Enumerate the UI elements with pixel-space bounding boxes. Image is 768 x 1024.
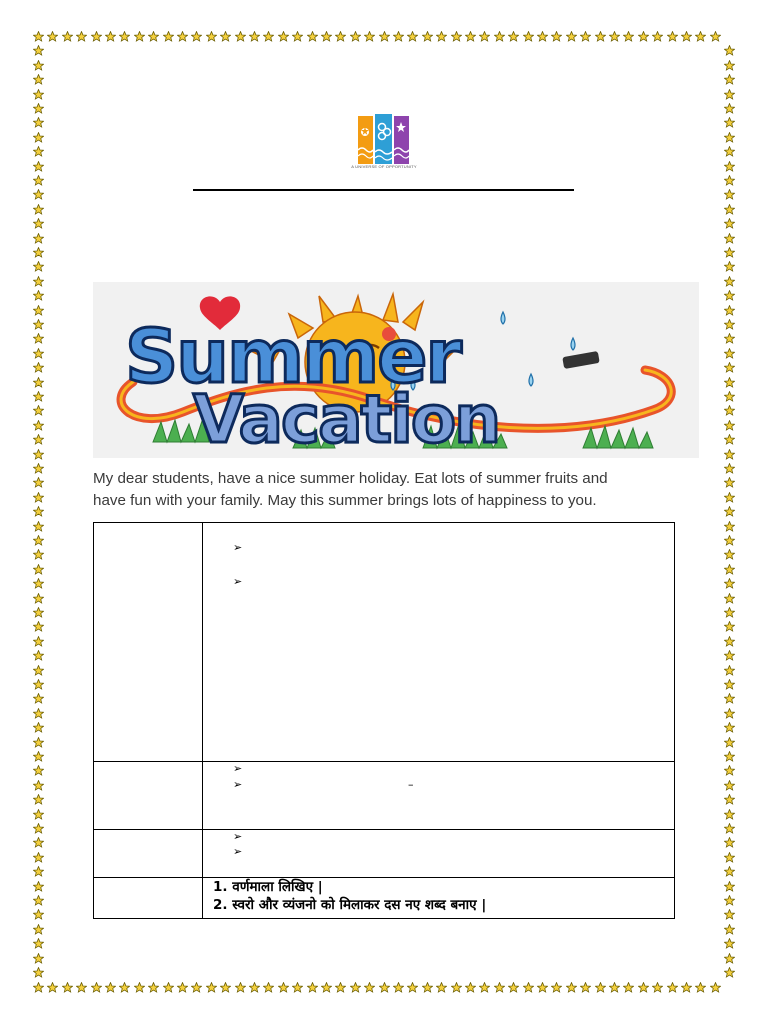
star-icon [422,982,433,993]
star-icon [350,982,361,993]
star-icon [724,247,735,258]
star-icon [494,982,505,993]
star-icon [33,103,44,114]
homework-table [93,522,675,919]
star-icon [33,837,44,848]
table-cell-content [203,878,675,919]
star-icon [220,31,231,42]
star-icon [263,982,274,993]
star-icon [724,377,735,388]
star-icon [523,31,534,42]
star-icon [33,247,44,258]
star-icon [33,895,44,906]
star-icon [479,982,490,993]
star-icon [33,305,44,316]
star-icon [393,31,404,42]
star-icon [263,31,274,42]
star-icon [451,982,462,993]
star-icon [47,31,58,42]
star-icon [724,405,735,416]
star-icon [724,290,735,301]
star-icon [681,31,692,42]
star-icon [33,852,44,863]
star-icon [724,549,735,560]
bullet-arrow-icon: ➢ [233,778,243,791]
star-icon [33,146,44,157]
star-icon [710,31,721,42]
star-icon [724,953,735,964]
star-icon [335,982,346,993]
star-icon [724,809,735,820]
star-icon [724,593,735,604]
star-icon [33,751,44,762]
star-icon [724,636,735,647]
star-icon [364,31,375,42]
star-icon [62,31,73,42]
star-icon [724,132,735,143]
star-icon [724,218,735,229]
star-icon [623,31,634,42]
star-icon [33,60,44,71]
star-icon [321,31,332,42]
star-icon [724,881,735,892]
star-icon [407,31,418,42]
star-icon [724,146,735,157]
star-icon [724,866,735,877]
star-icon [33,881,44,892]
star-icon [191,31,202,42]
star-icon [537,982,548,993]
star-icon [148,982,159,993]
star-icon [652,31,663,42]
summer-vacation-banner-icon [93,282,699,458]
star-icon [724,621,735,632]
star-icon [33,204,44,215]
greeting-paragraph [93,468,693,512]
star-icon [724,189,735,200]
star-icon [724,506,735,517]
star-icon [724,967,735,978]
star-icon [33,737,44,748]
star-icon [724,276,735,287]
star-icon [724,751,735,762]
star-icon [566,982,577,993]
star-icon [33,31,44,42]
star-icon [724,535,735,546]
star-icon [292,31,303,42]
star-icon [33,189,44,200]
table-row [94,523,675,762]
star-icon [163,982,174,993]
star-icon [595,982,606,993]
star-icon [580,31,591,42]
star-icon [652,982,663,993]
star-icon [33,607,44,618]
star-icon [307,982,318,993]
star-icon [724,564,735,575]
star-icon [724,909,735,920]
star-icon [105,31,116,42]
star-icon [33,924,44,935]
star-icon [537,31,548,42]
star-icon [33,650,44,661]
star-icon [76,31,87,42]
star-icon [436,31,447,42]
hose-nozzle-icon [562,351,600,369]
star-icon [33,89,44,100]
star-icon [177,982,188,993]
star-icon [523,982,534,993]
star-icon [33,679,44,690]
star-icon [724,449,735,460]
star-icon [33,405,44,416]
star-icon [321,982,332,993]
star-icon [551,31,562,42]
star-icon [695,982,706,993]
star-icon [436,982,447,993]
star-icon [379,31,390,42]
star-icon [724,794,735,805]
logo-tagline: A UNIVERSE OF OPPORTUNITY [351,164,417,169]
star-icon [724,45,735,56]
star-icon [33,621,44,632]
dash-mark: – [408,778,414,791]
star-icon [724,665,735,676]
star-icon [33,492,44,503]
star-icon [724,477,735,488]
star-icon [724,161,735,172]
star-icon [33,45,44,56]
star-icon [33,319,44,330]
star-icon [724,780,735,791]
star-icon [724,823,735,834]
star-icon [724,175,735,186]
star-icon [33,348,44,359]
star-icon [62,982,73,993]
star-icon [33,276,44,287]
star-icon [33,636,44,647]
star-icon [580,982,591,993]
star-icon [33,982,44,993]
star-icon [220,982,231,993]
star-icon [724,74,735,85]
star-icon [508,982,519,993]
star-icon [33,823,44,834]
greeting-line-1: My dear students, have a nice summer holiday. Eat lots of summer fruits and [93,470,608,487]
star-icon [335,31,346,42]
table-row [94,762,675,830]
star-icon [33,794,44,805]
table-cell-content [203,762,675,830]
star-icon [278,31,289,42]
star-icon [33,549,44,560]
star-icon [724,89,735,100]
star-icon [191,982,202,993]
table-cell-label [94,878,203,919]
star-icon [609,31,620,42]
table-cell-label [94,830,203,878]
table-row [94,830,675,878]
star-icon [724,938,735,949]
star-icon [724,319,735,330]
bullet-arrow-icon: ➢ [233,845,243,858]
star-icon [724,722,735,733]
star-icon [33,665,44,676]
star-icon [724,607,735,618]
star-icon [681,982,692,993]
star-icon [724,492,735,503]
star-icon [364,982,375,993]
star-icon [710,982,721,993]
star-icon [33,74,44,85]
bullet-arrow-icon: ➢ [233,541,243,554]
star-icon [33,175,44,186]
star-icon [33,593,44,604]
star-icon [76,982,87,993]
star-icon [479,31,490,42]
star-icon [105,982,116,993]
star-icon [724,650,735,661]
table-cell-content [203,830,675,878]
star-icon [724,420,735,431]
star-icon [508,31,519,42]
star-icon [724,261,735,272]
star-icon [148,31,159,42]
star-icon [33,233,44,244]
star-icon [33,909,44,920]
star-icon [724,679,735,690]
star-icon [33,132,44,143]
table-cell-content [203,523,675,762]
table-cell-label [94,523,203,762]
star-icon [206,982,217,993]
banner-word-vacation: Vacation [193,381,500,458]
star-icon [33,708,44,719]
hindi-task-1: 1. वर्णमाला लिखिए | [213,879,323,895]
star-icon [206,31,217,42]
star-icon [407,982,418,993]
star-icon [724,924,735,935]
star-icon [638,982,649,993]
school-logo-icon [352,110,416,172]
star-icon [724,117,735,128]
star-icon [724,362,735,373]
star-icon [623,982,634,993]
star-icon [249,31,260,42]
star-icon [393,982,404,993]
star-icon [119,31,130,42]
star-icon [724,578,735,589]
star-icon [724,765,735,776]
star-icon [724,895,735,906]
star-icon [33,521,44,532]
star-icon [350,31,361,42]
star-icon [91,31,102,42]
star-icon [33,866,44,877]
star-icon [595,31,606,42]
star-icon [465,982,476,993]
star-icon [724,305,735,316]
star-icon [33,377,44,388]
star-icon [33,117,44,128]
star-icon [177,31,188,42]
banner-word-summer: Summer [125,314,460,400]
star-icon [379,982,390,993]
star-icon [249,982,260,993]
star-icon [667,982,678,993]
star-icon [724,837,735,848]
star-icon [33,218,44,229]
star-icon [724,391,735,402]
star-icon [724,708,735,719]
star-icon [33,765,44,776]
star-icon [33,809,44,820]
bullet-arrow-icon: ➢ [233,762,243,775]
star-icon [278,982,289,993]
star-icon [33,506,44,517]
star-icon [47,982,58,993]
star-icon [163,31,174,42]
star-icon [724,693,735,704]
star-icon [451,31,462,42]
star-icon [33,578,44,589]
greeting-line-2: have fun with your family. May this summer brings lots of happiness to you. [93,492,597,509]
star-icon [724,737,735,748]
star-icon [307,31,318,42]
star-icon [724,103,735,114]
star-icon [33,333,44,344]
star-icon [695,31,706,42]
star-icon [33,449,44,460]
star-icon [33,290,44,301]
table-row [94,878,675,919]
star-icon [91,982,102,993]
star-icon [465,31,476,42]
star-icon [33,161,44,172]
star-icon [134,982,145,993]
star-icon [33,535,44,546]
star-icon [724,852,735,863]
star-icon [33,477,44,488]
star-icon [724,348,735,359]
star-icon [33,564,44,575]
star-icon [724,333,735,344]
star-icon [609,982,620,993]
star-icon [724,521,735,532]
bullet-arrow-icon: ➢ [233,575,243,588]
star-icon [33,967,44,978]
star-icon [33,420,44,431]
star-icon [724,463,735,474]
star-icon [235,31,246,42]
star-icon [33,722,44,733]
star-icon [33,780,44,791]
table-cell-label [94,762,203,830]
star-icon [235,982,246,993]
star-icon [33,391,44,402]
star-icon [422,31,433,42]
star-icon [724,233,735,244]
star-icon [494,31,505,42]
star-icon [33,953,44,964]
star-icon [134,31,145,42]
star-icon [566,31,577,42]
star-icon [667,31,678,42]
star-icon [119,982,130,993]
star-icon [724,434,735,445]
bullet-arrow-icon: ➢ [233,830,243,843]
star-icon [33,434,44,445]
star-icon [33,261,44,272]
star-icon [33,693,44,704]
hindi-task-2: 2. स्वरो और व्यंजनो को मिलाकर दस नए शब्द बनाए | [213,897,487,913]
star-icon [724,204,735,215]
star-icon [292,982,303,993]
star-icon [638,31,649,42]
star-icon [33,463,44,474]
star-icon [551,982,562,993]
star-icon [724,60,735,71]
horizontal-rule [193,189,574,191]
star-icon [33,362,44,373]
star-icon [33,938,44,949]
